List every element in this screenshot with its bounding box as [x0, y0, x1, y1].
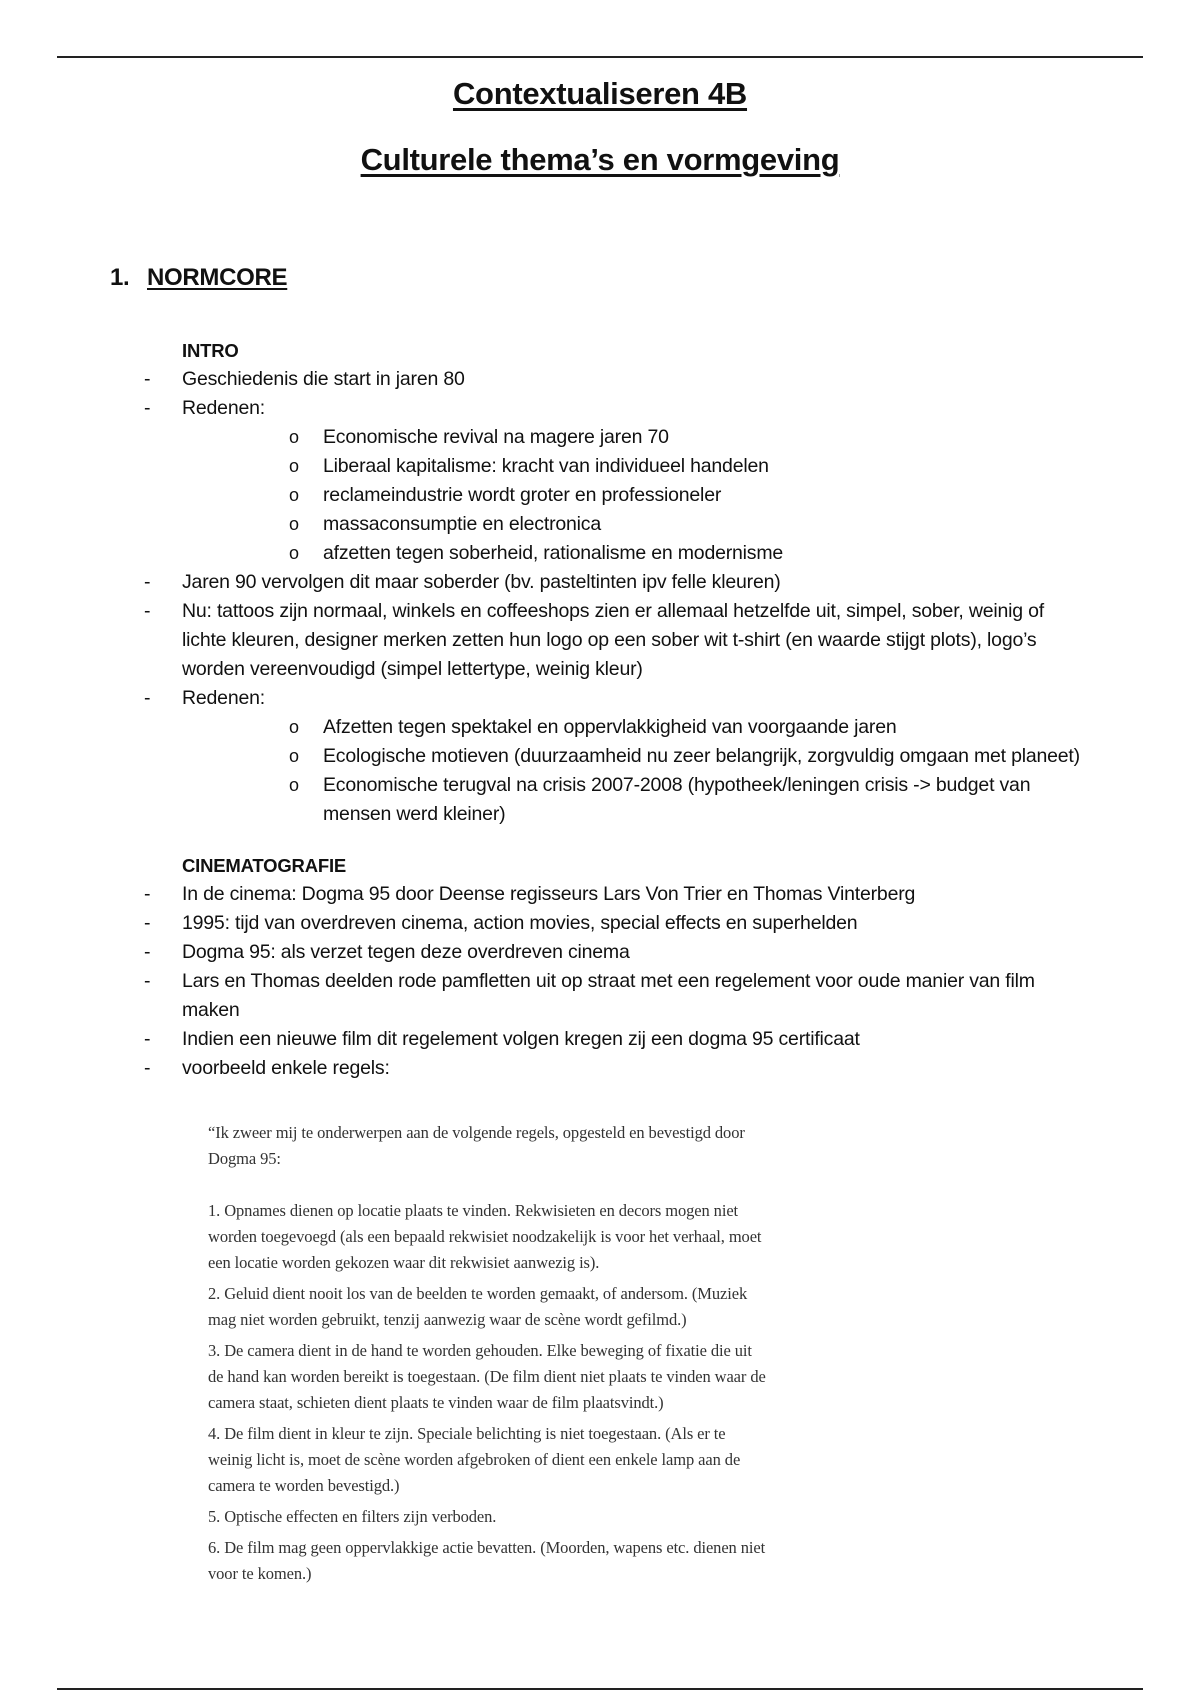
dash-marker: - [144, 397, 151, 419]
list-item [0, 996, 1200, 1025]
list-item-text: Economische revival na magere jaren 70 [323, 426, 669, 448]
dogma-rule-line: mag niet worden gebruikt, tenzij aanwezig waar de scène wordt gefilmd.) [208, 1310, 687, 1329]
list-item-text: Dogma 95: als verzet tegen deze overdreven cinema [182, 941, 630, 963]
cinema-list [0, 880, 1200, 1083]
dash-marker: - [144, 571, 151, 593]
dash-marker: - [144, 600, 151, 622]
dogma-rule-line: camera staat, schieten dient plaats te vinden waar de film plaatsvindt.) [208, 1393, 664, 1412]
list-item-text: Ecologische motieven (duurzaamheid nu zeer belangrijk, zorgvuldig omgaan met planeet) [323, 745, 1080, 767]
circle-bullet-marker: o [289, 746, 299, 766]
dash-marker: - [144, 1028, 151, 1050]
dash-marker: - [144, 368, 151, 390]
circle-bullet-marker: o [289, 514, 299, 534]
intro-heading: INTRO [182, 340, 239, 361]
list-item [0, 1025, 1200, 1054]
section-number: 1. [110, 264, 130, 291]
circle-bullet-marker: o [289, 775, 299, 795]
list-item [0, 967, 1200, 996]
section-heading [110, 264, 287, 292]
dogma-rule-line: de hand kan worden bereikt is toegestaan. (De film dient niet plaats te vinden waar de [208, 1367, 766, 1386]
list-item [0, 597, 1200, 626]
dogma-rule-line: 6. De film mag geen oppervlakkige actie bevatten. (Moorden, wapens etc. dienen niet [208, 1538, 766, 1557]
dogma-rule [208, 1338, 828, 1416]
circle-bullet-marker: o [289, 427, 299, 447]
quote-rules [208, 1198, 828, 1587]
sub-list-item [0, 539, 1200, 568]
dash-marker: - [144, 1057, 151, 1079]
quote-intro-line: “Ik zweer mij te onderwerpen aan de volgende regels, opgesteld en bevestigd door [208, 1123, 745, 1142]
dogma-rule [208, 1535, 828, 1587]
list-item-text: mensen werd kleiner) [323, 803, 506, 825]
circle-bullet-marker: o [289, 543, 299, 563]
list-item [0, 684, 1200, 713]
dash-marker: - [144, 912, 151, 934]
list-item [0, 938, 1200, 967]
list-item [0, 1054, 1200, 1083]
list-item-text: Afzetten tegen spektakel en oppervlakkigheid van voorgaande jaren [323, 716, 897, 738]
dogma-rule-line: worden toegevoegd (als een bepaald rekwisiet noodzakelijk is voor het verhaal, moet [208, 1227, 762, 1246]
list-item [0, 626, 1200, 655]
list-item-text: massaconsumptie en electronica [323, 513, 601, 535]
dogma-rule [208, 1281, 828, 1333]
dogma-rule [208, 1198, 828, 1276]
list-item-text: maken [182, 999, 240, 1021]
dogma-rule-line: camera te worden bevestigd.) [208, 1476, 400, 1495]
intro-list [0, 365, 1200, 829]
sub-list-item [0, 742, 1200, 771]
dogma-quote-image [208, 1120, 828, 1592]
dogma-rule [208, 1421, 828, 1499]
dash-marker: - [144, 941, 151, 963]
list-item-text: 1995: tijd van overdreven cinema, action movies, special effects en superhelden [182, 912, 858, 934]
list-item [0, 394, 1200, 423]
page-title: Contextualiseren 4B [452, 76, 748, 111]
list-item-text: Redenen: [182, 397, 265, 419]
list-item-text: Indien een nieuwe film dit regelement volgen kregen zij een dogma 95 certificaat [182, 1028, 860, 1050]
list-item-text: afzetten tegen soberheid, rationalisme en modernisme [323, 542, 784, 564]
circle-bullet-marker: o [289, 717, 299, 737]
sub-list-item [0, 423, 1200, 452]
page-subtitle: Culturele thema’s en vormgeving [360, 142, 840, 177]
list-item-text: reclameindustrie wordt groter en professioneler [323, 484, 722, 506]
circle-bullet-marker: o [289, 456, 299, 476]
dash-marker: - [144, 883, 151, 905]
dash-marker: - [144, 970, 151, 992]
dogma-rule [208, 1504, 828, 1530]
list-item [0, 880, 1200, 909]
dogma-rule-line: een locatie worden gekozen waar dit rekwisiet aanwezig is). [208, 1253, 600, 1272]
sub-list-item [0, 771, 1200, 800]
list-item [0, 365, 1200, 394]
cinema-heading: CINEMATOGRAFIE [182, 855, 347, 876]
list-item-text: lichte kleuren, designer merken zetten hun logo op een sober wit t-shirt (en waarde stijgt plots), logo’s [182, 629, 1037, 651]
top-rule [57, 56, 1143, 58]
list-item-text: Lars en Thomas deelden rode pamfletten uit op straat met een regelement voor oude manier van film [182, 970, 1035, 992]
list-item-text: Nu: tattoos zijn normaal, winkels en coffeeshops zien er allemaal hetzelfde uit, simpel, sober, weinig of [182, 600, 1045, 622]
dogma-rule-line: voor te komen.) [208, 1564, 312, 1583]
bottom-rule [57, 1688, 1143, 1690]
list-item-text: Liberaal kapitalisme: kracht van individueel handelen [323, 455, 769, 477]
list-item [0, 655, 1200, 684]
list-item-text: Economische terugval na crisis 2007-2008 (hypotheek/leningen crisis -> budget van [323, 774, 1031, 796]
dogma-rule-line: 4. De film dient in kleur te zijn. Speciale belichting is niet toegestaan. (Als er te [208, 1424, 726, 1443]
dogma-rule-line: 5. Optische effecten en filters zijn verboden. [208, 1507, 497, 1526]
notes-body [0, 336, 1200, 1083]
quote-intro [208, 1120, 828, 1172]
dogma-rule-line: weinig licht is, moet de scène worden afgebroken of dient een enkele lamp aan de [208, 1450, 741, 1469]
circle-bullet-marker: o [289, 485, 299, 505]
sub-list-item [0, 510, 1200, 539]
list-item-text: Geschiedenis die start in jaren 80 [182, 368, 465, 390]
list-item-text: Redenen: [182, 687, 265, 709]
list-item-text: Jaren 90 vervolgen dit maar soberder (bv. pasteltinten ipv felle kleuren) [182, 571, 781, 593]
dogma-rule-line: 3. De camera dient in de hand te worden gehouden. Elke beweging of fixatie die uit [208, 1341, 752, 1360]
dogma-rule-line: 1. Opnames dienen op locatie plaats te vinden. Rekwisieten en decors mogen niet [208, 1201, 739, 1220]
quote-intro-line: Dogma 95: [208, 1149, 281, 1168]
sub-list-item [0, 452, 1200, 481]
sub-list-item [0, 800, 1200, 829]
dash-marker: - [144, 687, 151, 709]
list-item-text: worden vereenvoudigd (simpel lettertype, weinig kleur) [182, 658, 643, 680]
list-item-text: In de cinema: Dogma 95 door Deense regisseurs Lars Von Trier en Thomas Vinterberg [182, 883, 916, 905]
list-item [0, 568, 1200, 597]
dogma-rule-line: 2. Geluid dient nooit los van de beelden te worden gemaakt, of andersom. (Muziek [208, 1284, 748, 1303]
list-item [0, 909, 1200, 938]
section-title: NORMCORE [147, 264, 288, 291]
sub-list-item [0, 481, 1200, 510]
sub-list-item [0, 713, 1200, 742]
list-item-text: voorbeeld enkele regels: [182, 1057, 390, 1079]
